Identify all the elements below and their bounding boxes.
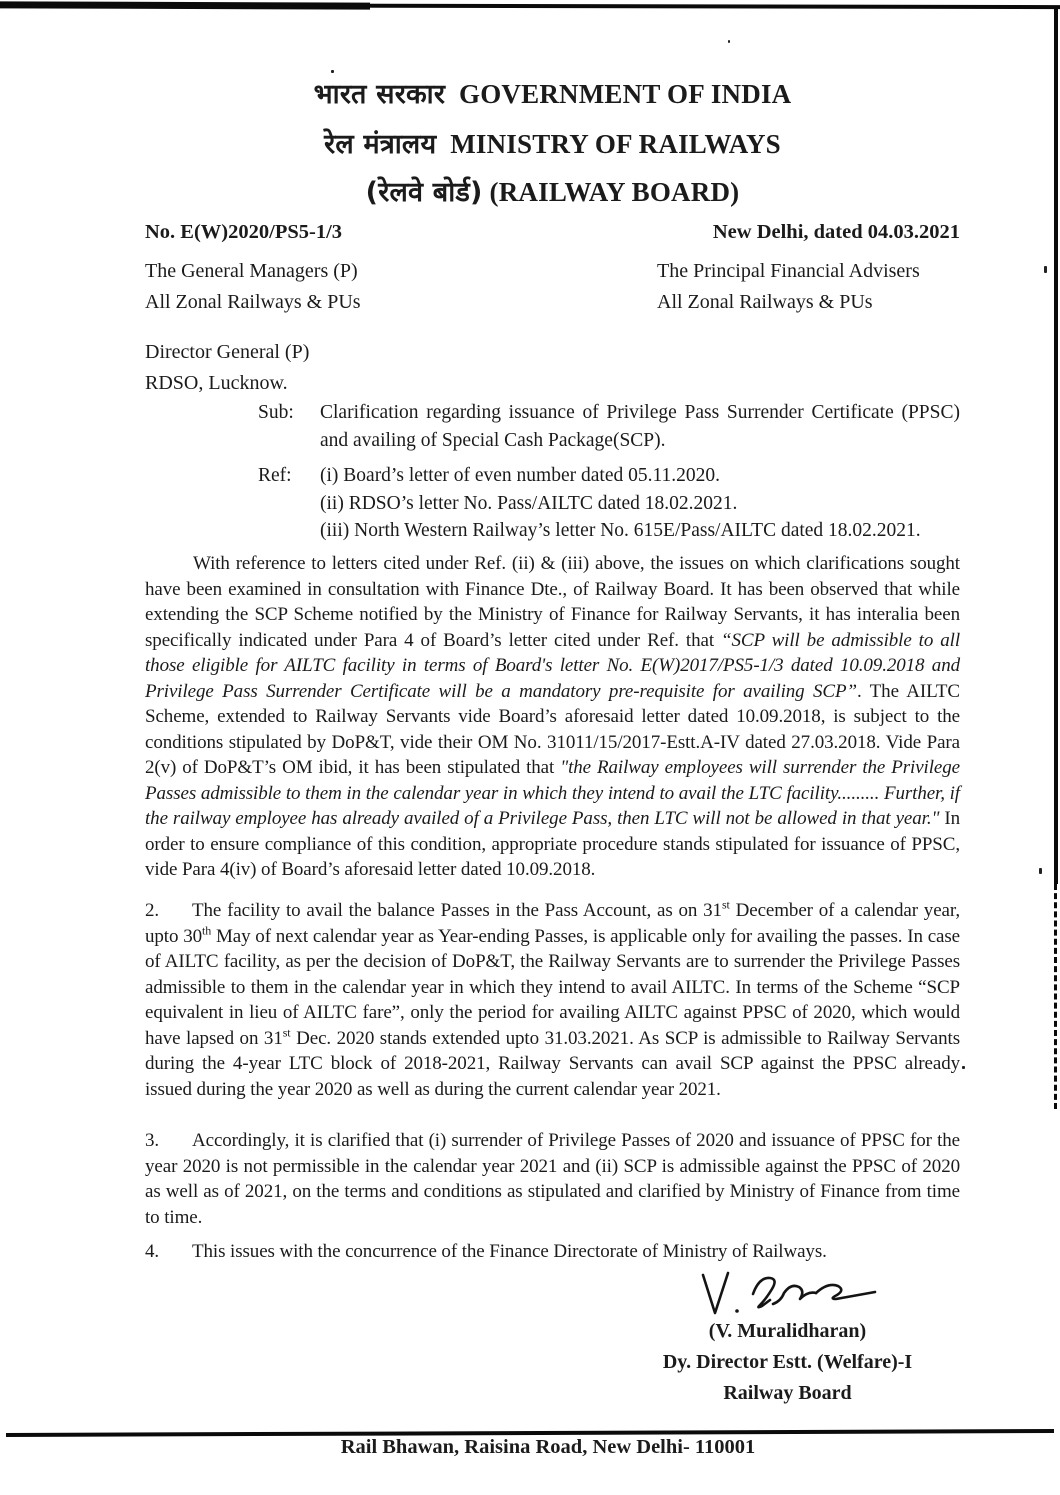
addressee-line: RDSO, Lucknow.: [145, 372, 288, 394]
addressee-left: [145, 256, 361, 318]
org-title-line: [145, 74, 960, 111]
addressee-right: [657, 256, 920, 318]
place-and-date: New Delhi, dated 04.03.2021: [712, 221, 960, 243]
ministry-title-hindi: रेल मंत्रालय: [324, 129, 437, 160]
reference-date-row: [145, 221, 960, 244]
signatory-organization: Railway Board: [723, 1382, 852, 1404]
addressee-line: All Zonal Railways & PUs: [657, 291, 873, 313]
board-title-english: (RAILWAY BOARD): [489, 177, 740, 207]
ministry-title-line: [145, 124, 960, 161]
addressee-line: The Principal Financial Advisers: [657, 260, 920, 282]
quoted-text-italic: "the Railway employees will surrender the Privilege Passes admissible to them in the calendar year in which they intend to avail the LTC facility......... Further, if the railway employee has already availed of a Privilege Pass, then LTC will not be allowed in that year.": [145, 757, 960, 829]
ordinal-superscript: th: [202, 923, 212, 938]
org-title-english: GOVERNMENT OF INDIA: [459, 79, 792, 109]
paragraph-number: 3.: [145, 1130, 160, 1151]
ordinal-superscript: st: [282, 1025, 291, 1040]
scan-noise-speck: [1039, 868, 1042, 874]
subject-block: [145, 399, 960, 454]
paragraph-text: . The AILTC Scheme, extended to Railway Servants vide Board’s aforesaid letter dated 10.09.2018, is subject to the conditions stipulated by DoP&T, vide their OM No. 31011/15/2017-Estt.A-IV dated 27.03.2018. Vide Para 2(v) of DoP&T’s OM ibid, it has been stipulated that: [145, 680, 960, 778]
scan-noise-speck: [1044, 266, 1047, 273]
addressee-line: All Zonal Railways & PUs: [145, 291, 361, 313]
paragraph-number: 2.: [145, 900, 160, 921]
paragraph-text: Dec. 2020 stands extended upto 31.03.2021. As SCP is admissible to Railway Servants during the 4-year LTC block of 2018-2021, Railway Servants can avail SCP against the PPSC already issued during the year 2020 as well as during the current calendar year 2021.: [145, 1027, 960, 1100]
ordinal-superscript: st: [721, 897, 730, 912]
addressee-line: Director General (P): [145, 341, 310, 363]
references-block: [145, 462, 960, 545]
references-label: Ref:: [258, 465, 292, 486]
paragraph-text: The facility to avail the balance Passes in the Pass Account, as on 31: [192, 900, 722, 921]
signatory-name: (V. Muralidharan): [708, 1320, 867, 1342]
handwritten-signature-icon: [693, 1268, 883, 1318]
letter-number: No. E(W)2020/PS5-1/3: [145, 221, 343, 243]
paragraph-1: [145, 551, 960, 883]
signature-block: [615, 1268, 960, 1409]
subject-text: Clarification regarding issuance of Privilege Pass Surrender Certificate (PPSC) and availing of Special Cash Package(SCP).: [320, 402, 960, 451]
paragraph-text: December of a calendar year, upto 30: [145, 900, 960, 947]
reference-item: (iii) North Western Railway’s letter No. 615E/Pass/AILTC dated 18.02.2021.: [320, 520, 921, 541]
addressee-second-block: [145, 337, 960, 399]
subject-label: Sub:: [258, 402, 294, 423]
references-list: [320, 462, 960, 545]
org-title-hindi: भारत सरकार: [313, 79, 446, 110]
reference-item: (i) Board’s letter of even number dated 05.11.2020.: [320, 465, 720, 486]
scan-noise-speck: [962, 1066, 965, 1069]
board-title-line: [145, 172, 960, 209]
footer-address: Rail Bhawan, Raisina Road, New Delhi- 110001: [340, 1436, 756, 1458]
paragraph-text: In order to ensure compliance of this condition, appropriate procedure stands stipulated for issuance of PPSC, vide Para 4(iv) of Board’s aforesaid letter dated 10.09.2018.: [145, 808, 960, 880]
quoted-text-italic: “SCP will be admissible to all those eligible for AILTC facility in terms of Board's letter No. E(W)2017/PS5-1/3 dated 10.09.2018 and Privilege Pass Surrender Certificate will be a mandatory pre-requisite for availing SCP”: [145, 629, 960, 702]
paragraph-text: Accordingly, it is clarified that (i) surrender of Privilege Passes of 2020 and issuance of PPSC for the year 2020 is not permissible in the calendar year 2021 and (ii) SCP is admissible against the PPSC of 2020 as well as of 2021, on the terms and conditions as stipulated and clarified by Ministry of Finance from time to time.: [145, 1130, 960, 1228]
paragraph-text: This issues with the concurrence of the Finance Directorate of Ministry of Railways.: [192, 1241, 827, 1262]
paragraph-4: [145, 1239, 960, 1265]
reference-item: (ii) RDSO’s letter No. Pass/AILTC dated 18.02.2021.: [320, 492, 738, 514]
ministry-title-english: MINISTRY OF RAILWAYS: [450, 129, 781, 159]
paragraph-2: [145, 898, 960, 1102]
paragraph-text: With reference to letters cited under Ref. (ii) & (iii) above, the issues on which clarifications sought have been examined in consultation with Finance Dte., of Railway Board. It has been observed that while extending the SCP Scheme notified by the Ministry of Finance for Railway Servants, it has interalia been specifically indicated under Para 4 of Board’s letter cited under Ref. that: [145, 553, 960, 651]
board-title-hindi: (रेलवे बोर्ड): [365, 177, 483, 208]
scan-border-right-dashed: [1054, 884, 1057, 1109]
signatory-designation: Dy. Director Estt. (Welfare)-I: [662, 1351, 913, 1373]
paragraph-number: 4.: [145, 1241, 160, 1262]
addressee-line: The General Managers (P): [145, 260, 358, 282]
paragraph-3: [145, 1128, 960, 1230]
paragraph-text: May of next calendar year as Year-ending Passes, is applicable only for availing the passes. In case of AILTC facility, as per the decision of DoP&T, the Railway Servants are to surrender the Privilege Passes admissible to them in the calendar year in which they intend to avail AILTC. In terms of the Scheme “SCP equivalent in lieu of AILTC fare”, only the period for availing AILTC against PPSC of 2020, which would have lapsed on 31: [145, 925, 960, 1049]
scan-border-right: [1054, 6, 1058, 884]
